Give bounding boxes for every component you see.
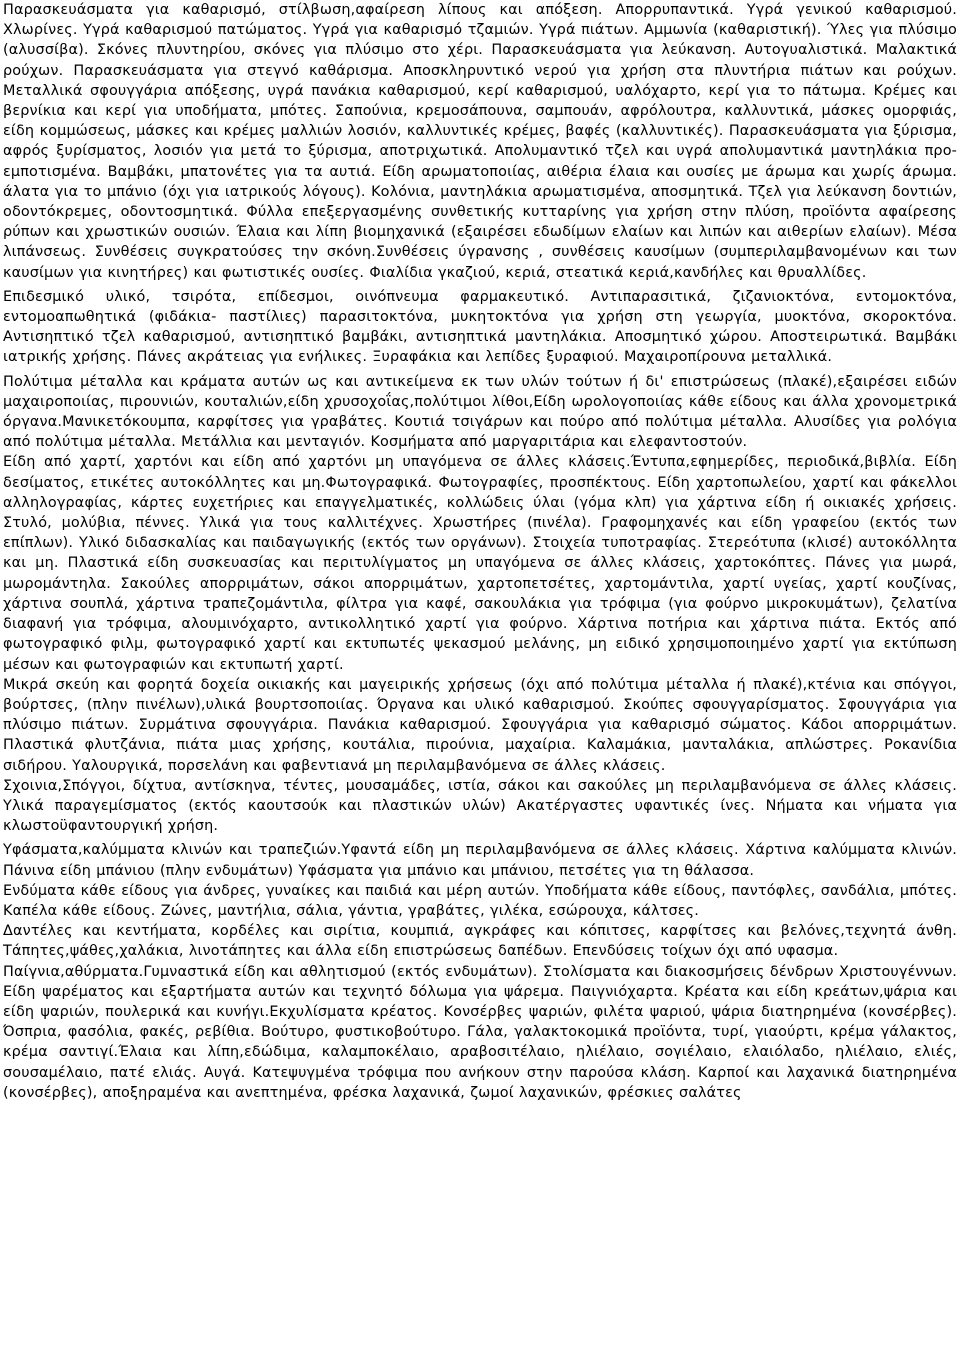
paragraph-clothing-footwear: Ενδύματα κάθε είδους για άνδρες, γυναίκες και παιδιά και μέρη αυτών. Υποδήματα κάθε είδους, παντόφλες, σανδάλια, μπότες. Καπέλα κάθε είδους. Ζώνες, μαντήλια, σάλια, γάντια, γραβάτες, γιλέκα, εσώρουχα, κάλτσες. <box>3 882 957 919</box>
paragraph-pharmaceutical-pest-control: Επιδεσμικό υλικό, τσιρότα, επίδεσμοι, οινόπνευμα φαρμακευτικό. Αντιπαρασιτικά, ζιζανιοκτόνα, εντομοκτόνα, εντομοαπωθητικά (φιδάκια- παστίλιες) παρασιτοκτόνα, μυκητοκτόνα για χρήση στη γεωργία, μυοκτόνα, σκοροκτόνα. Αντισηπτικό τζελ καθαρισμού, αντισηπτικό βαμβάκι, αντισηπτικά μαντηλάκια. Αποσμητικό χώρου. Αποστειρωτικά. Βαμβάκι ιατρικής χρήσης. Πάνες ακράτειας για ενήλικες. Ξυραφάκια και λεπίδες ξυραφιού. Μαχαιροπίρουνα μεταλλικά. <box>3 288 957 366</box>
paragraph-precious-metals-jewellery: Πολύτιμα μέταλλα και κράματα αυτών ως και αντικείμενα εκ των υλών τούτων ή δι' επιστρώσεως (πλακέ),εξαιρέσει ειδών μαχαιροποιίας, πιρουνιών, κουταλιών,είδη χρυσοχοΐας,πολύτιμοι λίθοι,Είδη ωρολογοποιίας κάθε είδους και άλλα χρονομετρικά όργανα.Μανικετόκουμπα, καρφίτσες για γραβάτες. Κουτιά τσιγάρων και πούρο από πολύτιμα μέταλλα. Αλυσίδες για ρολόγια από πολύτιμα μέταλλα. Μετάλλια και μενταγιόν. Κοσμήματα από μαργαριτάρια και ελεφαντοστούν. <box>3 373 957 451</box>
paragraph-fabrics-linens: Υφάσματα,καλύμματα κλινών και τραπεζιών.Υφαντά είδη μη περιλαμβανόμενα σε άλλες κλάσεις. Χάρτινα καλύμματα κλινών. Πάνινα είδη μπάνιου (πλην ενδυμάτων) Υφάσματα για μπάνιο και μπάνιου, πετσέτες για τη θάλασσα. <box>3 842 957 879</box>
paragraph-household-utensils: Μικρά σκεύη και φορητά δοχεία οικιακής και μαγειρικής χρήσεως (όχι από πολύτιμα μέταλλα ή πλακέ),κτένια και σπόγγοι, βούρτσες, (πλην πινέλων),υλικά βουρτσοποιίας. Όργανα και υλικό καθαρισμού. Σκούπες σφουγγαρίσματος. Σφουγγάρια για πλύσιμο πιάτων. Συρμάτινα σφουγγάρια. Πανάκια καθαρισμού. Σφουγγάρια για καθαρισμό σώματος. Κάδοι απορριμάτων. Πλαστικά φλυτζάνια, πιάτα μιας χρήσης, κουτάλια, πιρούνια, μαχαίρια. Καλαμάκια, μανταλάκια, απλώστρες. Ροκανίδια σιδήρου. Υαλουργικά, πορσελάνη και φαβεντιανά μη περιλαμβανόμενα σε άλλες κλάσεις. <box>3 676 957 774</box>
paragraph-ropes-nets-textiles-fibres: Σχοινια,Σπόγγοι, δίχτυα, αντίσκηνα, τέντες, μουσαμάδες, ιστία, σάκοι και σακούλες μη περιλαμβανόμενα σε άλλες κλάσεις. Υλικά παραγεμίσματος (εκτός καουτσούκ και πλαστικών υλών) Ακατέργαστες υφαντικές ίνες. Νήματα και νήματα για κλωστοϋφαντουργική χρήση. <box>3 777 957 835</box>
paragraph-lace-carpets: Δαντέλες και κεντήματα, κορδέλες και σιρίτια, κουμπιά, αγκράφες και κόπιτσες, καρφίτσες και βελόνες,τεχνητά άνθη. Τάπητες,ψάθες,χαλάκια, λινοτάπητες και άλλα είδη επιστρώσεως δαπέδων. Επενδύσεις τοίχων όχι από υφασμα. <box>3 923 957 960</box>
paragraph-games-foodstuffs: Παίγνια,αθύρματα.Γυμναστικά είδη και αθλητισμού (εκτός ενδυμάτων). Στολίσματα και διακοσμήσεις δένδρων Χριστουγέννων. Είδη ψαρέματος και εξαρτήματα αυτών και τεχνητό δόλωμα για ψάρεμα. Παιγνιόχαρτα. Κρέατα και είδη κρεάτων,ψάρια και είδη ψαριών, πουλερικά και κυνήγι.Εκχυλίσματα κρέατος. Κονσέρβες ψαριών, φιλέτα ψαριού, ψάρια διατηρημένα (κονσέρβες). Όσπρια, φασόλια, φακές, ρεβίθια. Βούτυρο, φυστικοβούτυρο. Γάλα, γαλακτοκομικά προϊόντα, τυρί, γιαούρτι, κρέμα γάλακτος, κρέμα σαντιγί.Έλαια και λίπη,εδώδιμα, καλαμποκέλαιο, αραβοσιτέλαιο, ηλιέλαιο, σογιέλαιο, ελαιόλαδο, ηλιέλαιο, ελιές, σουσαμέλαιο, πατέ ελιάς. Αυγά. Κατεψυγμένα τρόφιμα που ανήκουν στην παρούσα κλάση. Καρποί και λαχανικά διατηρημένα (κονσέρβες), αποξηραμένα και ανεπτημένα, φρέσκα λαχανικά, ζωμοί λαχανικών, φρέσκιες σαλάτες <box>3 963 957 1101</box>
paragraph-paper-stationery: Είδη από χαρτί, χαρτόνι και είδη από χαρτόνι μη υπαγόμενα σε άλλες κλάσεις.Έντυπα,εφημερίδες, περιοδικά,βιβλία. Είδη δεσίματος, ετικέτες αυτοκόλλητες και μη.Φωτογραφικά. Φωτογραφίες, προσπέκτους. Είδη χαρτοπωλείου, χαρτί και φάκελλοι αλληλογραφίας, κάρτες ευχετήριες και επαγγελματικές, κολλώδεις ύλαι (γόμα κλπ) για χάρτινα είδη ή οικιακές χρήσεις. Στυλό, μολύβια, πέννες. Υλικά για τους καλλιτέχνες. Χρωστήρες (πινέλα). Γραφομηχανές και είδη γραφείου (εκτός των επίπλων). Υλικό διδασκαλίας και παιδαγωγικής (εκτός των οργάνων). Στοιχεία τυποτραφίας. Στερεότυπα (κλισέ) αυτοκόλλητα και μη. Πλαστικά είδη συσκευασίας και περιτυλίγματος μη υπαγόμενα σε άλλες κλάσεις, χαρτοκόπτες. Πάνες για μωρά, μωρομάντηλα. Σακούλες απορριμάτων, σάκοι απορριμάτων, χαρτοπετσέτες, χαρτομάντιλα, χαρτί υγείας, χαρτί κουζίνας, χάρτινα σουπλά, χάρτινα τραπεζομάντιλα, φίλτρα για καφέ, σακουλάκια για τρόφιμα (για φούρνο μικροκυμάτων), ζελατίνα διαφανή για τρόφιμα, αλουμινόχαρτο, αντικολλητικό χαρτί για φούρνο. Χάρτινα ποτήρια και χάρτινα πιάτα. Εκτός από φωτογραφικό φιλμ, φωτογραφικό χαρτί και εκτυπωτές ψεκασμού μελάνης, μη ειδικό χρησιμοποιημένο χαρτί για εκτύπωση μέσων και φωτογραφιών και εκτυπωτή χαρτί. <box>3 454 957 673</box>
paragraph-cleaning-cosmetics: Παρασκευάσματα για καθαρισμό, στίλβωση,αφαίρεση λίπους και απόξεση. Απορρυπαντικά. Υγρά γενικού καθαρισμού. Χλωρίνες. Υγρά καθαρισμού πατώματος. Υγρά για καθαρισμό τζαμιών. Υγρά πιάτων. Αμμωνία (καθαριστική). Ύλες για πλύσιμο (αλυσσίβα). Σκόνες πλυντηρίου, σκόνες για πλύσιμο στο χέρι. Παρασκευάσματα για λεύκανση. Αυτογυαλιστικά. Μαλακτικά ρούχων. Παρασκευάσματα για στεγνό καθάρισμα. Αποσκληρυντικό νερού για χρήση στα πλυντήρια πιάτων και ρούχων. Μεταλλικά σφουγγάρια απόξεσης, υγρά πανάκια καθαρισμού, κερί καθαρισμού, υαλόχαρτο, κερί για το πάτωμα. Κρέμες και βερνίκια και κερί για υποδήματα, μπότες. Σαπούνια, κρεμοσάπουνα, σαμπουάν, αφρόλουτρα, καλλυντικά, μάσκες ομορφιάς, είδη κομμώσεως, μάσκες και κρέμες μαλλιών λοσιόν, καλλυντικές κρέμες, βαφές (καλλυντικές). Παρασκευάσματα για ξύρισμα, αφρός ξυρίσματος, λοσιόν για μετά το ξύρισμα, αποτριχωτικά. Απολυμαντικό τζελ και υγρά απολυμαντικά μαντηλάκια προ-εμποτισμένα. Βαμβάκι, μπατονέτες για τα αυτιά. Είδη αρωματοποιίας, αιθέρια έλαια και ουσίες με άρωμα και χωρίς άρωμα. άλατα για το μπάνιο (όχι για ιατρικούς λόγους). Κολόνια, μαντηλάκια αρωματισμένα, αποσμητικά. Τζελ για λεύκανση δοντιών, οδοντόκρεμες, οδοντοσμητικά. Φύλλα επεξεργασμένης συνθετικής κυτταρίνης για χρήση στην πλύση, προϊόντα αφαίρεσης ρύπων και χρωστικών ουσιών. Έλαια και λίπη βιομηχανικά (εξαιρέσει εδωδίμων ελαίων και λιπών και αιθερίων ελαίων). Μέσα λιπάνσεως. Συνθέσεις συγκρατούσες την σκόνη.Συνθέσεις ύγρανσης , συνθέσεις καυσίμων (συμπεριλαμβανομένων και των καυσίμων για κινητήρες) και φωτιστικές ουσίες. Φιαλίδια γκαζιού, κεριά, στεατικά κεριά,κανδήλες και θρυαλλίδες. <box>3 2 957 281</box>
